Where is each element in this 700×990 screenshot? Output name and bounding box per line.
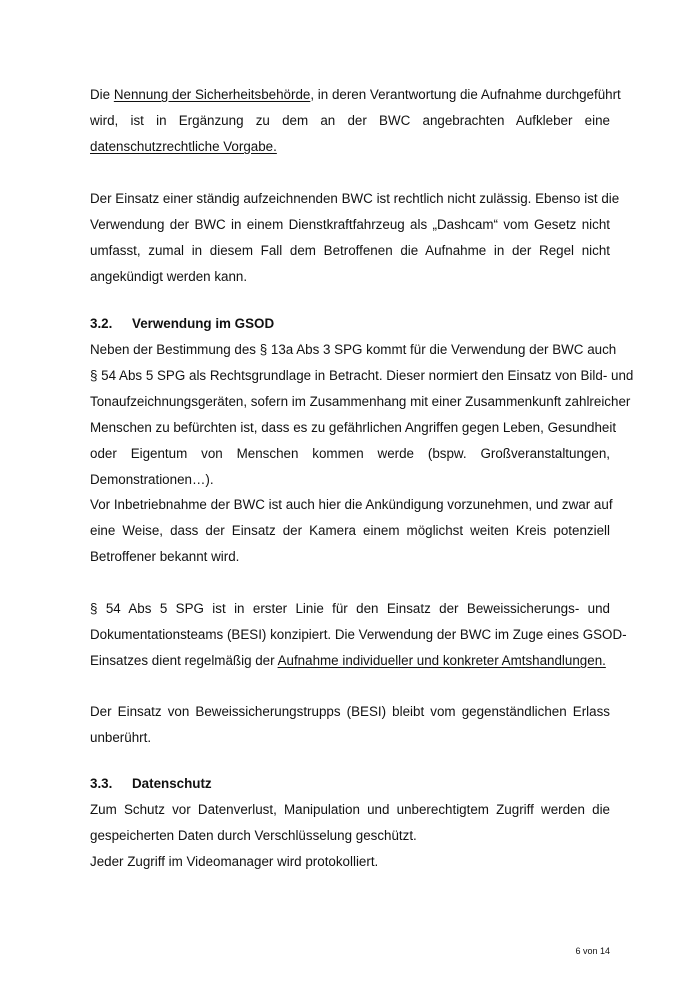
section-3-2-para2-line3 xyxy=(90,652,610,670)
section-3-2-heading xyxy=(90,315,274,333)
section-3-3-heading xyxy=(90,775,212,793)
section-3-2-line4: Menschen zu befürchten ist, dass es zu gefährlichen Angriffen gegen Leben, Gesundheit xyxy=(90,420,617,435)
section-3-2-line3: Tonaufzeichnungsgeräten, sofern im Zusammenhang mit einer Zusammenkunft zahlreicher xyxy=(90,394,631,409)
section-3-2-line6: Demonstrationen…). xyxy=(90,472,214,487)
paragraph2-line4: angekündigt werden kann. xyxy=(90,269,248,284)
paragraph2-line1: Der Einsatz einer ständig aufzeichnenden BWC ist rechtlich nicht zulässig. Ebenso ist die xyxy=(90,191,620,206)
text-span: Einsatzes dient regelmäßig der xyxy=(90,653,278,668)
section-title: Datenschutz xyxy=(132,776,212,791)
section-3-2-para2-line1: § 54 Abs 5 SPG ist in erster Linie für den Einsatz der Beweissicherungs- und xyxy=(90,601,610,616)
section-3-3-line3: Jeder Zugriff im Videomanager wird protokolliert. xyxy=(90,854,379,869)
section-3-3-line2: gespeicherten Daten durch Verschlüsselung geschützt. xyxy=(90,828,417,843)
paragraph1-line1 xyxy=(90,86,621,104)
page-number: 6 von 14 xyxy=(575,946,610,956)
section-title: Verwendung im GSOD xyxy=(132,316,275,331)
paragraph1-line2: wird, ist in Ergänzung zu dem an der BWC angebrachten Aufkleber eine xyxy=(90,113,610,128)
section-3-2-para3-line2: unberührt. xyxy=(90,730,152,745)
underlined-term-datenschutz: datenschutzrechtliche Vorgabe. xyxy=(90,139,277,154)
section-3-2-line5: oder Eigentum von Menschen kommen werde (bspw. Großveranstaltungen, xyxy=(90,446,610,461)
section-3-2-para3-line1: Der Einsatz von Beweissicherungstrupps (BESI) bleibt vom gegenständlichen Erlass xyxy=(90,704,610,719)
section-3-3-line1: Zum Schutz vor Datenverlust, Manipulation und unberechtigtem Zugriff werden die xyxy=(90,802,610,817)
paragraph2-line2: Verwendung der BWC in einem Dienstkraftfahrzeug als „Dashcam“ vom Gesetz nicht xyxy=(90,217,610,232)
underlined-term-sicherheitsbehoerde: Nennung der Sicherheitsbehörde xyxy=(113,87,311,102)
section-3-2-para2-line2: Dokumentationsteams (BESI) konzipiert. Die Verwendung der BWC im Zuge eines GSOD- xyxy=(90,627,627,642)
underlined-term-amtshandlungen: Aufnahme individueller und konkreter Amtshandlungen. xyxy=(277,653,606,668)
section-3-2-line9: Betroffener bekannt wird. xyxy=(90,549,240,564)
text-span: , in deren Verantwortung die Aufnahme durchgeführt xyxy=(310,87,621,102)
paragraph2-line3: umfasst, zumal in diesem Fall dem Betroffenen die Aufnahme in der Regel nicht xyxy=(90,243,610,258)
section-3-2-line1: Neben der Bestimmung des § 13a Abs 3 SPG kommt für die Verwendung der BWC auch xyxy=(90,342,617,357)
section-3-2-line8: eine Weise, dass der Einsatz der Kamera einem möglichst weiten Kreis potenziell xyxy=(90,523,610,538)
section-3-2-line2: § 54 Abs 5 SPG als Rechtsgrundlage in Betracht. Dieser normiert den Einsatz von Bild- und xyxy=(90,368,634,383)
text-span: Die xyxy=(90,87,114,102)
section-number: 3.3. xyxy=(90,776,113,791)
paragraph1-line3 xyxy=(90,138,610,156)
section-number: 3.2. xyxy=(90,316,113,331)
section-3-2-line7: Vor Inbetriebnahme der BWC ist auch hier die Ankündigung vorzunehmen, und zwar auf xyxy=(90,497,613,512)
